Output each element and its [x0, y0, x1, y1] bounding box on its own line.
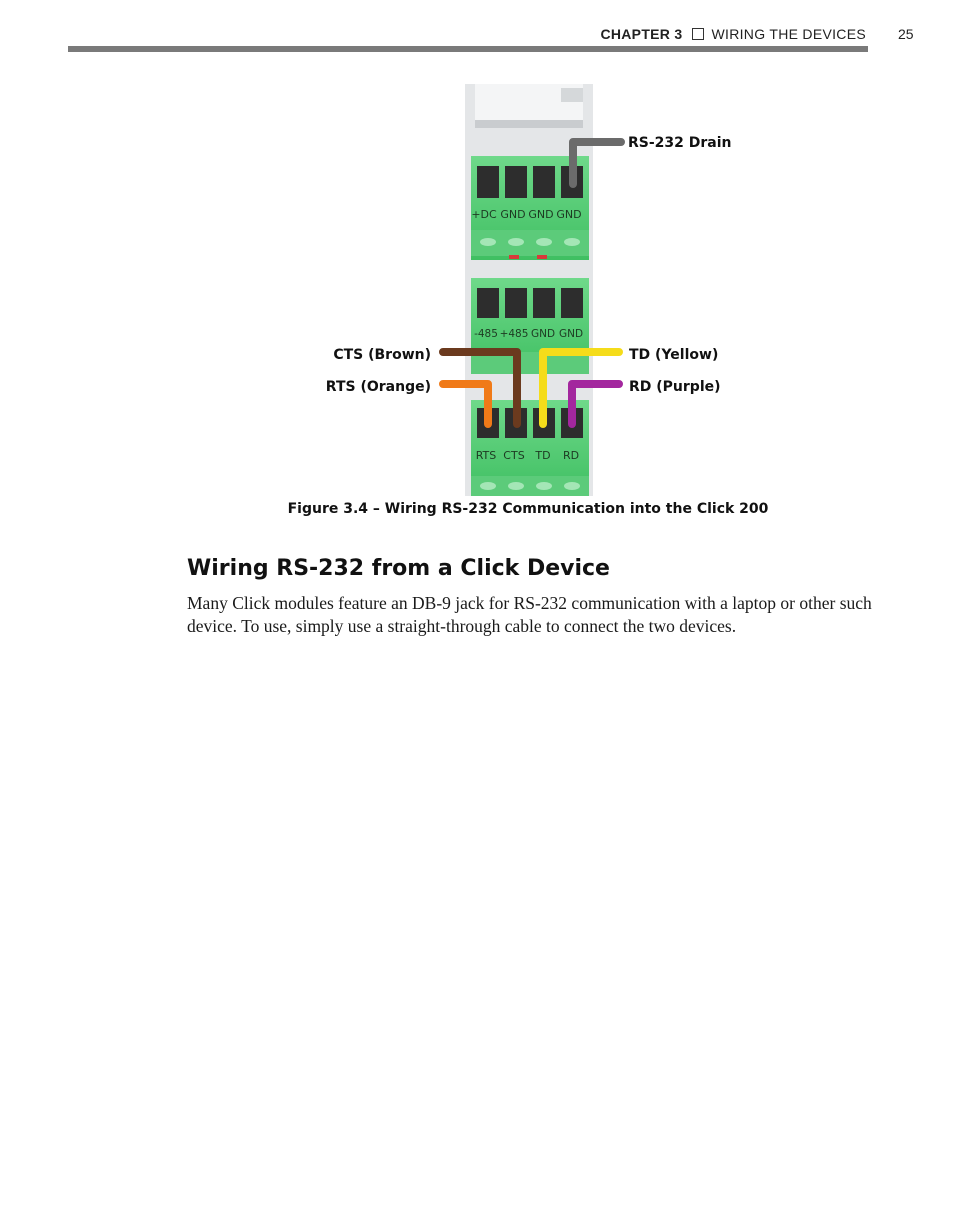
- figure-caption: Figure 3.4 – Wiring RS-232 Communication into the Click 200: [287, 501, 769, 517]
- terminal-label: TD: [535, 449, 551, 462]
- terminal-label: GND: [530, 328, 556, 340]
- wiring-figure: [325, 84, 745, 496]
- terminal-label: +485: [499, 328, 529, 340]
- wire-label-td: TD (Yellow): [629, 347, 719, 363]
- terminal-label: GND: [556, 208, 582, 221]
- terminal-label: RTS: [475, 449, 497, 462]
- terminal-label: +DC: [471, 208, 497, 221]
- terminal-label: RD: [562, 449, 580, 462]
- wiring-diagram: [325, 84, 745, 496]
- running-header: [600, 26, 866, 42]
- header-rule: [68, 46, 868, 52]
- chapter-title: WIRING THE DEVICES: [711, 26, 866, 42]
- wire-label-rs232-drain: RS-232 Drain: [628, 135, 732, 151]
- wire-label-rts: RTS (Orange): [325, 379, 431, 395]
- separator-box-icon: [692, 28, 704, 40]
- wire-label-rd: RD (Purple): [629, 379, 721, 395]
- wire-label-cts: CTS (Brown): [333, 347, 431, 363]
- terminal-label: GND: [500, 208, 526, 221]
- terminal-label: GND: [528, 208, 554, 221]
- body-paragraph: Many Click modules feature an DB-9 jack for RS-232 communication with a laptop or other such device. To use, simply use a straight-through cable to connect the two devices.: [187, 593, 872, 636]
- terminal-label: CTS: [503, 449, 525, 462]
- section-heading: Wiring RS-232 from a Click Device: [187, 556, 610, 581]
- chapter-number: CHAPTER 3: [600, 26, 683, 42]
- terminal-label: -485: [474, 328, 498, 340]
- terminal-block-middle: [471, 278, 589, 374]
- terminal-label: GND: [558, 328, 584, 340]
- page-number: 25: [898, 26, 914, 42]
